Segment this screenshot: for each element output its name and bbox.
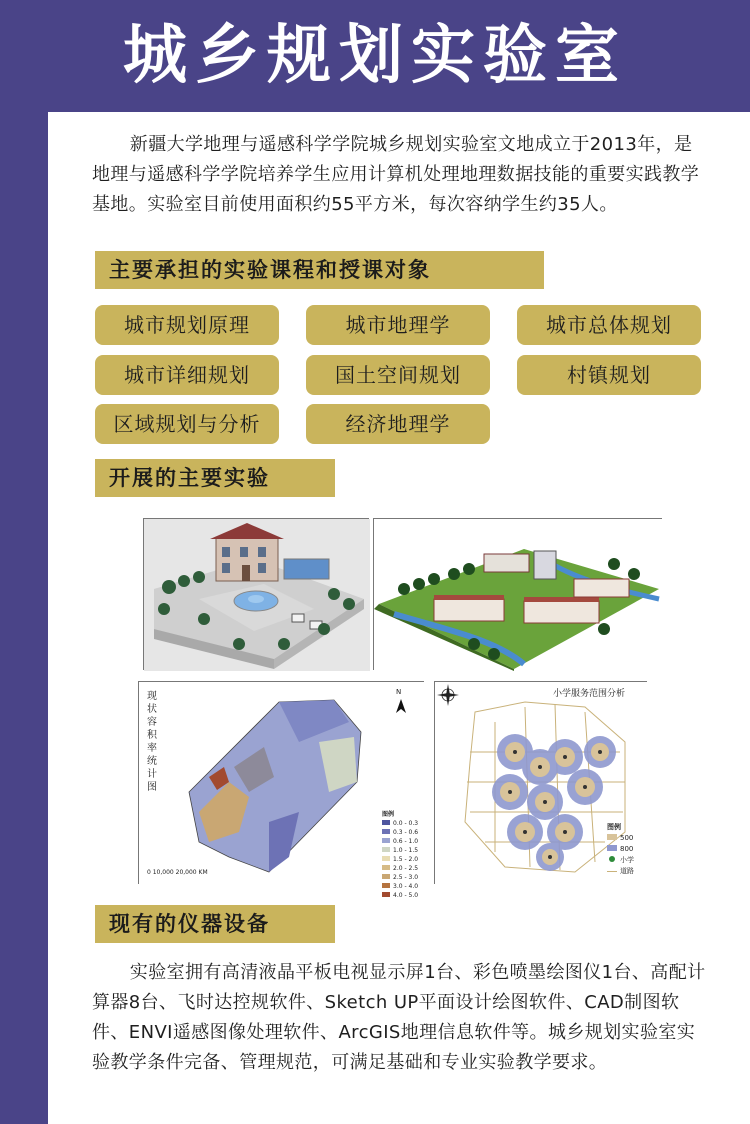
legend-title: 图例	[382, 811, 395, 818]
map-legend	[382, 810, 418, 900]
map-legend	[607, 822, 634, 877]
community-3d-model-image	[373, 518, 662, 670]
legend-item: 1.5 - 2.0	[393, 856, 419, 863]
legend-item: 1.0 - 1.5	[393, 847, 419, 854]
legend-item: 2.0 - 2.5	[393, 865, 419, 872]
section-equipment-header: 现有的仪器设备	[95, 905, 335, 943]
legend-item: 500	[620, 834, 634, 842]
course-tag: 区域规划与分析	[95, 404, 279, 444]
villa-3d-model-image	[143, 518, 369, 670]
school-service-area-map	[434, 681, 647, 884]
course-tag: 村镇规划	[517, 355, 701, 395]
legend-item: 道路	[620, 867, 634, 875]
legend-item: 0.3 - 0.6	[393, 829, 419, 836]
north-label: N	[396, 688, 402, 696]
legend-item: 0.6 - 1.0	[393, 838, 419, 845]
course-tag: 国土空间规划	[306, 355, 490, 395]
map-title: 小学服务范围分析	[553, 689, 626, 699]
map-vertical-label: 现状容积率统计图	[147, 691, 157, 793]
course-tag: 城市地理学	[306, 305, 490, 345]
north-arrow-icon	[394, 698, 408, 717]
legend-item: 小学	[620, 856, 634, 864]
legend-item: 800	[620, 845, 634, 853]
legend-item: 3.0 - 4.0	[393, 883, 419, 890]
course-tag: 经济地理学	[306, 404, 490, 444]
course-tag: 城市规划原理	[95, 305, 279, 345]
course-tag: 城市总体规划	[517, 305, 701, 345]
compass-icon	[435, 682, 461, 712]
equipment-paragraph: 实验室拥有高清液晶平板电视显示屏1台、彩色喷墨绘图仪1台、高配计算器8台、飞时达控规软件、Sketch UP平面设计绘图软件、CAD制图软件、ENVI遥感图像处理软件、ArcGIS地理信息软件等。城乡规划实验室实验教学条件完备、管理规范，可满足基础和专业实验教学要求。	[92, 962, 706, 1073]
legend-item: 0.0 - 0.3	[393, 820, 419, 827]
course-tag: 城市详细规划	[95, 355, 279, 395]
section-experiments-header: 开展的主要实验	[95, 459, 335, 497]
scale-bar: 0 10,000 20,000 KM	[147, 869, 208, 876]
page-title: 城乡规划实验室	[123, 19, 627, 93]
floor-area-ratio-map	[138, 681, 424, 899]
legend-item: 2.5 - 3.0	[393, 874, 419, 881]
intro-paragraph: 新疆大学地理与遥感科学学院城乡规划实验室文地成立于2013年，是地理与遥感科学学院培养学生应用计算机处理地理数据技能的重要实践教学基地。实验室目前使用面积约55平方米，每次容纳学生约35人。	[92, 134, 700, 215]
section-courses-header: 主要承担的实验课程和授课对象	[95, 251, 544, 289]
legend-item: 4.0 - 5.0	[393, 892, 419, 899]
legend-title: 图例	[607, 823, 621, 831]
